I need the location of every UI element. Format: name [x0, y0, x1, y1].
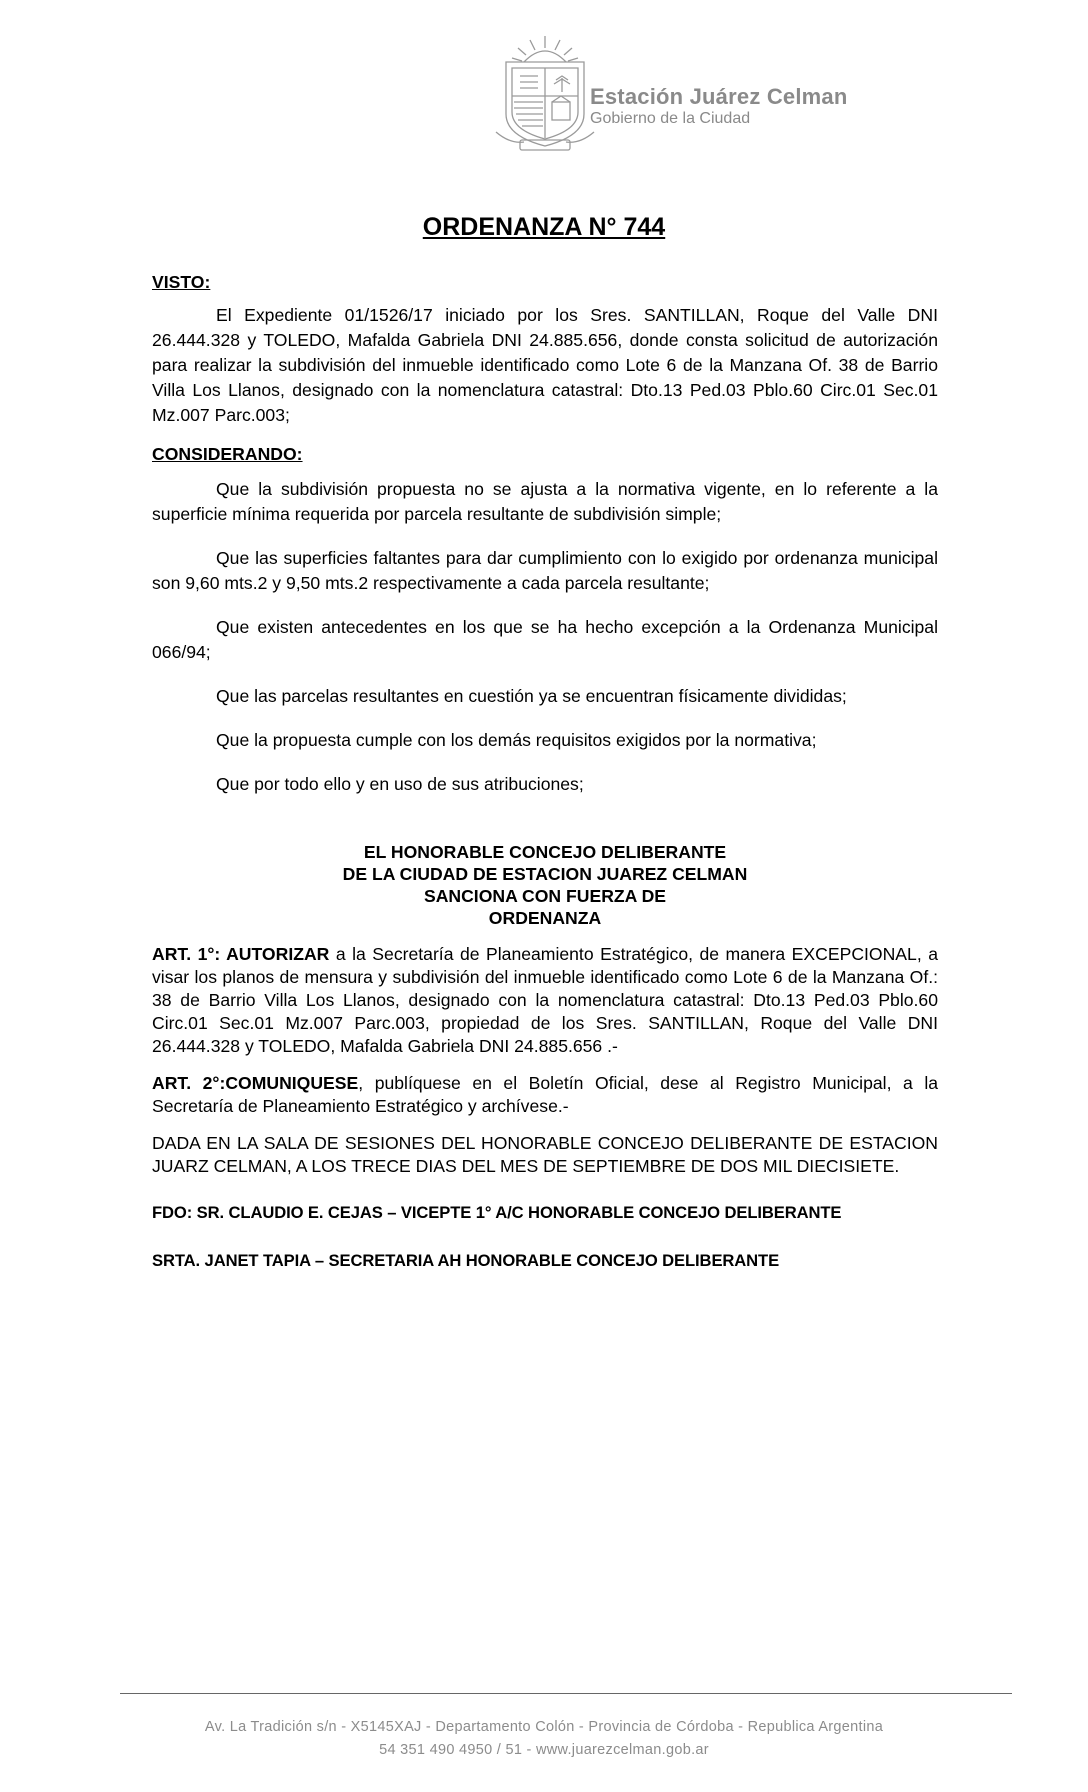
document-title: ORDENANZA N° 744 — [422, 213, 666, 241]
sanciona-line: EL HONORABLE CONCEJO DELIBERANTE — [363, 842, 727, 862]
considerando-paragraph: Que las superficies faltantes para dar cumplimiento con lo exigido por ordenanza municipal son 9,60 mts.2 y 9,50 mts.2 respectivamente a cada parcela resultante; — [152, 548, 938, 593]
sanciona-block — [152, 841, 938, 929]
footer-divider — [120, 1693, 1012, 1694]
brand-block — [590, 84, 848, 128]
considerando-paragraph: Que la propuesta cumple con los demás requisitos exigidos por la normativa; — [216, 730, 817, 750]
footer — [0, 1716, 1088, 1762]
visto-paragraph: El Expediente 01/1526/17 iniciado por los Sres. SANTILLAN, Roque del Valle DNI 26.444.328 y TOLEDO, Mafalda Gabriela DNI 24.885.656, donde consta solicitud de autorización para realizar la subdivisión del inmueble identificado como Lote 6 de la Manzana Of. 38 de Barrio Villa Los Llanos, designado con la nomenclatura catastral: Dto.13 Ped.03 Pblo.60 Circ.01 Sec.01 Mz.007 Parc.003; — [152, 305, 938, 425]
footer-address: Av. La Tradición s/n - X5145XAJ - Departamento Colón - Provincia de Córdoba - Republica Argentina — [204, 1719, 884, 1735]
dada-paragraph: DADA EN LA SALA DE SESIONES DEL HONORABLE CONCEJO DELIBERANTE DE ESTACION JUARZ CELMAN, A LOS TRECE DIAS DEL MES DE SEPTIEMBRE DE DOS MIL DIECISIETE. — [152, 1133, 938, 1176]
considerando-paragraph: Que por todo ello y en uso de sus atribuciones; — [216, 774, 584, 794]
city-seal-icon — [490, 32, 600, 156]
article-2 — [152, 1072, 938, 1118]
brand-subtitle: Gobierno de la Ciudad — [590, 110, 751, 127]
document-body — [152, 270, 938, 1272]
article-1 — [152, 943, 938, 1058]
considerando-paragraph: Que la subdivisión propuesta no se ajusta a la normativa vigente, en lo referente a la superficie mínima requerida por parcela resultante de subdivisión simple; — [152, 479, 938, 524]
article-1-label: ART. 1°: AUTORIZAR — [152, 944, 330, 964]
brand-name: Estación Juárez Celman — [590, 84, 848, 109]
article-1-text: a la Secretaría de Planeamiento Estratégico, de manera EXCEPCIONAL, a visar los planos de mensura y subdivisión del inmueble identificado como Lote 6 de la Manzana Of.: 38 de Barrio Villa Los Llanos, designado con la nomenclatura catastral: Dto.13 Ped.03 Pblo.60 Circ.01 Sec.01 Mz.007 Parc.003, propiedad de los Sres. SANTILLAN, Roque del Valle DNI 26.444.328 y TOLEDO, Mafalda Gabriela DNI 24.885.656 .- — [152, 944, 938, 1056]
signature-line: SRTA. JANET TAPIA – SECRETARIA AH HONORABLE CONCEJO DELIBERANTE — [152, 1251, 780, 1270]
sanciona-line: ORDENANZA — [488, 908, 602, 928]
sanciona-line: DE LA CIUDAD DE ESTACION JUAREZ CELMAN — [342, 864, 748, 884]
letterhead — [490, 32, 890, 160]
visto-heading: VISTO: — [152, 272, 211, 292]
considerando-paragraph: Que las parcelas resultantes en cuestión ya se encuentran físicamente divididas; — [216, 686, 847, 706]
considerando-paragraph: Que existen antecedentes en los que se ha hecho excepción a la Ordenanza Municipal 066/94; — [152, 617, 938, 662]
article-2-label: ART. 2°:COMUNIQUESE — [152, 1073, 359, 1093]
article-2-text: , publíquese en el Boletín Oficial, dese al Registro Municipal, a la Secretaría de Planeamiento Estratégico y archívese.- — [152, 1073, 939, 1116]
signature-line: FDO: SR. CLAUDIO E. CEJAS – VICEPTE 1° A/C HONORABLE CONCEJO DELIBERANTE — [152, 1203, 842, 1222]
considerando-heading: CONSIDERANDO: — [152, 444, 303, 464]
footer-contact: 54 351 490 4950 / 51 - www.juarezcelman.gob.ar — [379, 1742, 709, 1758]
sanciona-line: SANCIONA CON FUERZA DE — [423, 886, 667, 906]
